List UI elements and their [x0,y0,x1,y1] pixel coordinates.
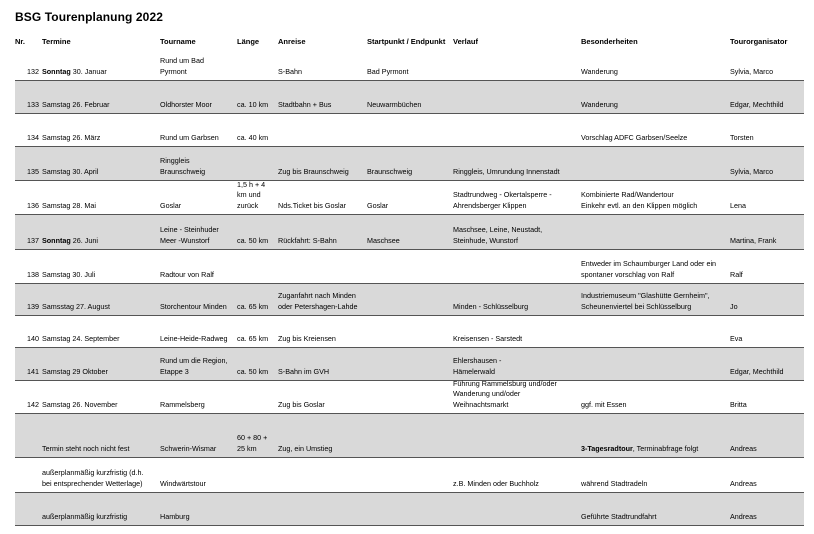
cell-anreise: S-Bahn im GVH [278,367,330,377]
header-tourname: Tourname [160,37,196,46]
cell-weekday: Samstag [42,400,71,410]
cell-weekday: Sonntag [42,236,71,246]
cell-besonderheiten-text: Wanderung [581,100,618,110]
cell-besonderheiten-text: , Terminabfrage folgt [632,444,699,454]
cell-verlauf: Ringgleis, Umrundung Innenstadt [453,167,560,177]
cell-laenge: ca. 50 km [237,367,269,377]
cell-tourname: Rund um Bad Pyrmont [160,56,204,77]
cell-besonderheiten [581,512,727,523]
table-row [15,284,804,316]
cell-tourname: Schwerin-Wismar [160,444,217,454]
cell-tourname: Rund um die Region, Etappe 3 [160,356,228,377]
table-row [15,215,804,250]
cell-verlauf: Minden - Schlüsselburg [453,302,529,312]
cell-tourname: Rund um Garbsen [160,133,219,143]
cell-organisator: Edgar, Mechthild [730,367,784,377]
cell-termin [42,236,157,247]
cell-verlauf: Kreisensen - Sarstedt [453,334,523,344]
header-termine: Termine [42,37,71,46]
cell-anreise: Stadtbahn + Bus [278,100,332,110]
cell-nr: 138 [27,270,39,280]
cell-date: 26. Februar [72,100,110,110]
cell-nr: 137 [27,236,39,246]
cell-anreise: Nds.Ticket bis Goslar [278,201,347,211]
table-row [15,81,804,114]
table-row [15,348,804,381]
cell-tourname: Ringgleis Braunschweig [160,156,206,177]
cell-anreise: Zug, ein Umstieg [278,444,333,454]
header-nr: Nr. [15,37,26,46]
table-row [15,493,804,526]
cell-besonderheiten [581,67,727,78]
cell-termin [42,270,157,281]
cell-organisator: Lena [730,201,746,211]
cell-nr: 139 [27,302,39,312]
cell-organisator: Andreas [730,479,757,489]
cell-laenge: 1,5 h + 4 km und zurück [237,179,266,211]
cell-date: Termin steht noch nicht fest [42,444,130,454]
cell-termin [42,67,157,78]
cell-besonderheiten-text: Kombinierte Rad/Wandertour Einkehr evtl. an den Klippen möglich [581,190,698,211]
cell-verlauf: Führung Rammelsburg und/oder Wanderung und/oder Weihnachtsmarkt [453,378,557,410]
cell-tourname: Leine-Heide-Radweg [160,334,228,344]
table-row [15,316,804,348]
cell-weekday: Samsstag [42,302,74,312]
cell-tourname: Oldhorster Moor [160,100,212,110]
cell-tourname: Leine - Steinhuder Meer -Wunstorf [160,225,219,246]
header-besonderheiten: Besonderheiten [581,37,638,46]
cell-startpunkt: Neuwarmbüchen [367,100,422,110]
cell-besonderheiten [581,190,727,212]
cell-date: 29 Oktober [72,367,108,377]
cell-termin [42,201,157,212]
header-startpunkt: Startpunkt / Endpunkt [367,37,446,46]
cell-termin [42,512,157,523]
cell-date: 26. Juni [72,236,98,246]
cell-verlauf: z.B. Minden oder Buchholz [453,479,539,489]
cell-besonderheiten-highlight: 3-Tagesradtour [581,444,633,454]
cell-date: außerplanmäßig kurzfristig (d.h. bei entsprechender Wetterlage) [42,468,144,489]
cell-anreise: Zug bis Kreiensen [278,334,336,344]
cell-weekday: Samstag [42,201,71,211]
cell-nr: 135 [27,167,39,177]
cell-termin [42,334,157,345]
cell-weekday: Samstag [42,270,71,280]
cell-anreise: S-Bahn [278,67,302,77]
cell-nr: 140 [27,334,39,344]
cell-tourname: Hamburg [160,512,190,522]
cell-termin [42,302,157,313]
cell-laenge: 60 + 80 + 25 km [237,433,268,454]
cell-organisator: Sylvia, Marco [730,67,774,77]
cell-organisator: Martina, Frank [730,236,777,246]
cell-nr: 132 [27,67,39,77]
cell-startpunkt: Braunschweig [367,167,413,177]
cell-tourname: Rammelsberg [160,400,205,410]
cell-termin [42,167,157,178]
table-row [15,250,804,284]
cell-organisator: Sylvia, Marco [730,167,774,177]
cell-startpunkt: Goslar [367,201,389,211]
cell-besonderheiten-text: Industriemuseum "Glashütte Gernheim", Scheunenviertel bei Schlüsselburg [581,291,710,312]
table-row [15,147,804,181]
cell-besonderheiten-text: Vorschlag ADFC Garbsen/Seelze [581,133,688,143]
cell-termin [42,100,157,111]
table-row [15,458,804,493]
cell-besonderheiten [581,259,727,281]
cell-laenge: ca. 50 km [237,236,269,246]
cell-nr: 133 [27,100,39,110]
table-row [15,378,804,414]
cell-weekday: Sonntag [42,67,71,77]
cell-besonderheiten [581,400,727,411]
cell-nr: 142 [27,400,39,410]
cell-besonderheiten [581,100,727,111]
header-organisator: Tourorganisator [730,37,788,46]
cell-laenge: ca. 65 km [237,302,269,312]
cell-besonderheiten [581,444,727,455]
table-row [15,414,804,458]
cell-tourname: Goslar [160,201,182,211]
cell-termin [42,444,157,455]
cell-anreise: Zug bis Braunschweig [278,167,349,177]
cell-organisator: Britta [730,400,747,410]
cell-weekday: Samstag [42,133,71,143]
cell-date: 30. Januar [72,67,107,77]
cell-tourname: Radtour von Ralf [160,270,214,280]
cell-organisator: Eva [730,334,743,344]
cell-termin [42,468,157,490]
cell-weekday: Samstag [42,100,71,110]
cell-verlauf: Stadtrundweg - Okertalsperre - Ahrendsberger Klippen [453,190,552,211]
cell-anreise: Rückfahrt: S-Bahn [278,236,337,246]
cell-besonderheiten-text: Geführte Stadtrundfahrt [581,512,657,522]
cell-besonderheiten [581,133,727,144]
cell-date: 28. Mai [72,201,96,211]
cell-organisator: Torsten [730,133,754,143]
cell-date: 26. November [72,400,118,410]
cell-date: 26. März [72,133,101,143]
cell-tourname: Storchentour Minden [160,302,227,312]
table-row [15,50,804,81]
cell-date: 30. Juli [72,270,96,280]
cell-besonderheiten-text: während Stadtradeln [581,479,648,489]
cell-tourname: Windwärtstour [160,479,206,489]
cell-organisator: Andreas [730,444,757,454]
cell-besonderheiten-text: Wanderung [581,67,618,77]
cell-weekday: Samstag [42,167,71,177]
cell-organisator: Andreas [730,512,757,522]
cell-termin [42,367,157,378]
cell-laenge: ca. 10 km [237,100,269,110]
cell-verlauf: Maschsee, Leine, Neustadt, Steinhude, Wunstorf [453,225,543,246]
cell-besonderheiten-text: ggf. mit Essen [581,400,627,410]
cell-besonderheiten [581,291,727,313]
cell-nr: 141 [27,367,39,377]
cell-organisator: Ralf [730,270,743,280]
cell-date: 24. September [72,334,120,344]
header-verlauf: Verlauf [453,37,479,46]
cell-startpunkt: Bad Pyrmont [367,67,409,77]
header-anreise: Anreise [278,37,306,46]
cell-besonderheiten-text: Entweder im Schaumburger Land oder ein spontaner vorschlag von Ralf [581,259,717,280]
document-title: BSG Tourenplanung 2022 [15,10,163,24]
cell-nr: 136 [27,201,39,211]
cell-weekday: Samstag [42,334,71,344]
cell-date: außerplanmäßig kurzfristig [42,512,128,522]
cell-startpunkt: Maschsee [367,236,400,246]
cell-organisator: Jo [730,302,738,312]
cell-organisator: Edgar, Mechthild [730,100,784,110]
cell-anreise: Zuganfahrt nach Minden oder Petershagen-Lahde [278,291,358,312]
cell-nr: 134 [27,133,39,143]
cell-termin [42,133,157,144]
cell-weekday: Samstag [42,367,71,377]
cell-termin [42,400,157,411]
cell-date: 30. April [72,167,99,177]
table-row [15,114,804,147]
cell-laenge: ca. 40 km [237,133,269,143]
cell-anreise: Zug bis Goslar [278,400,325,410]
cell-verlauf: Ehlershausen - Hämelerwald [453,356,502,377]
header-laenge: Länge [237,37,260,46]
table-row [15,181,804,215]
cell-besonderheiten [581,479,727,490]
cell-laenge: ca. 65 km [237,334,269,344]
cell-date: 27. August [75,302,110,312]
